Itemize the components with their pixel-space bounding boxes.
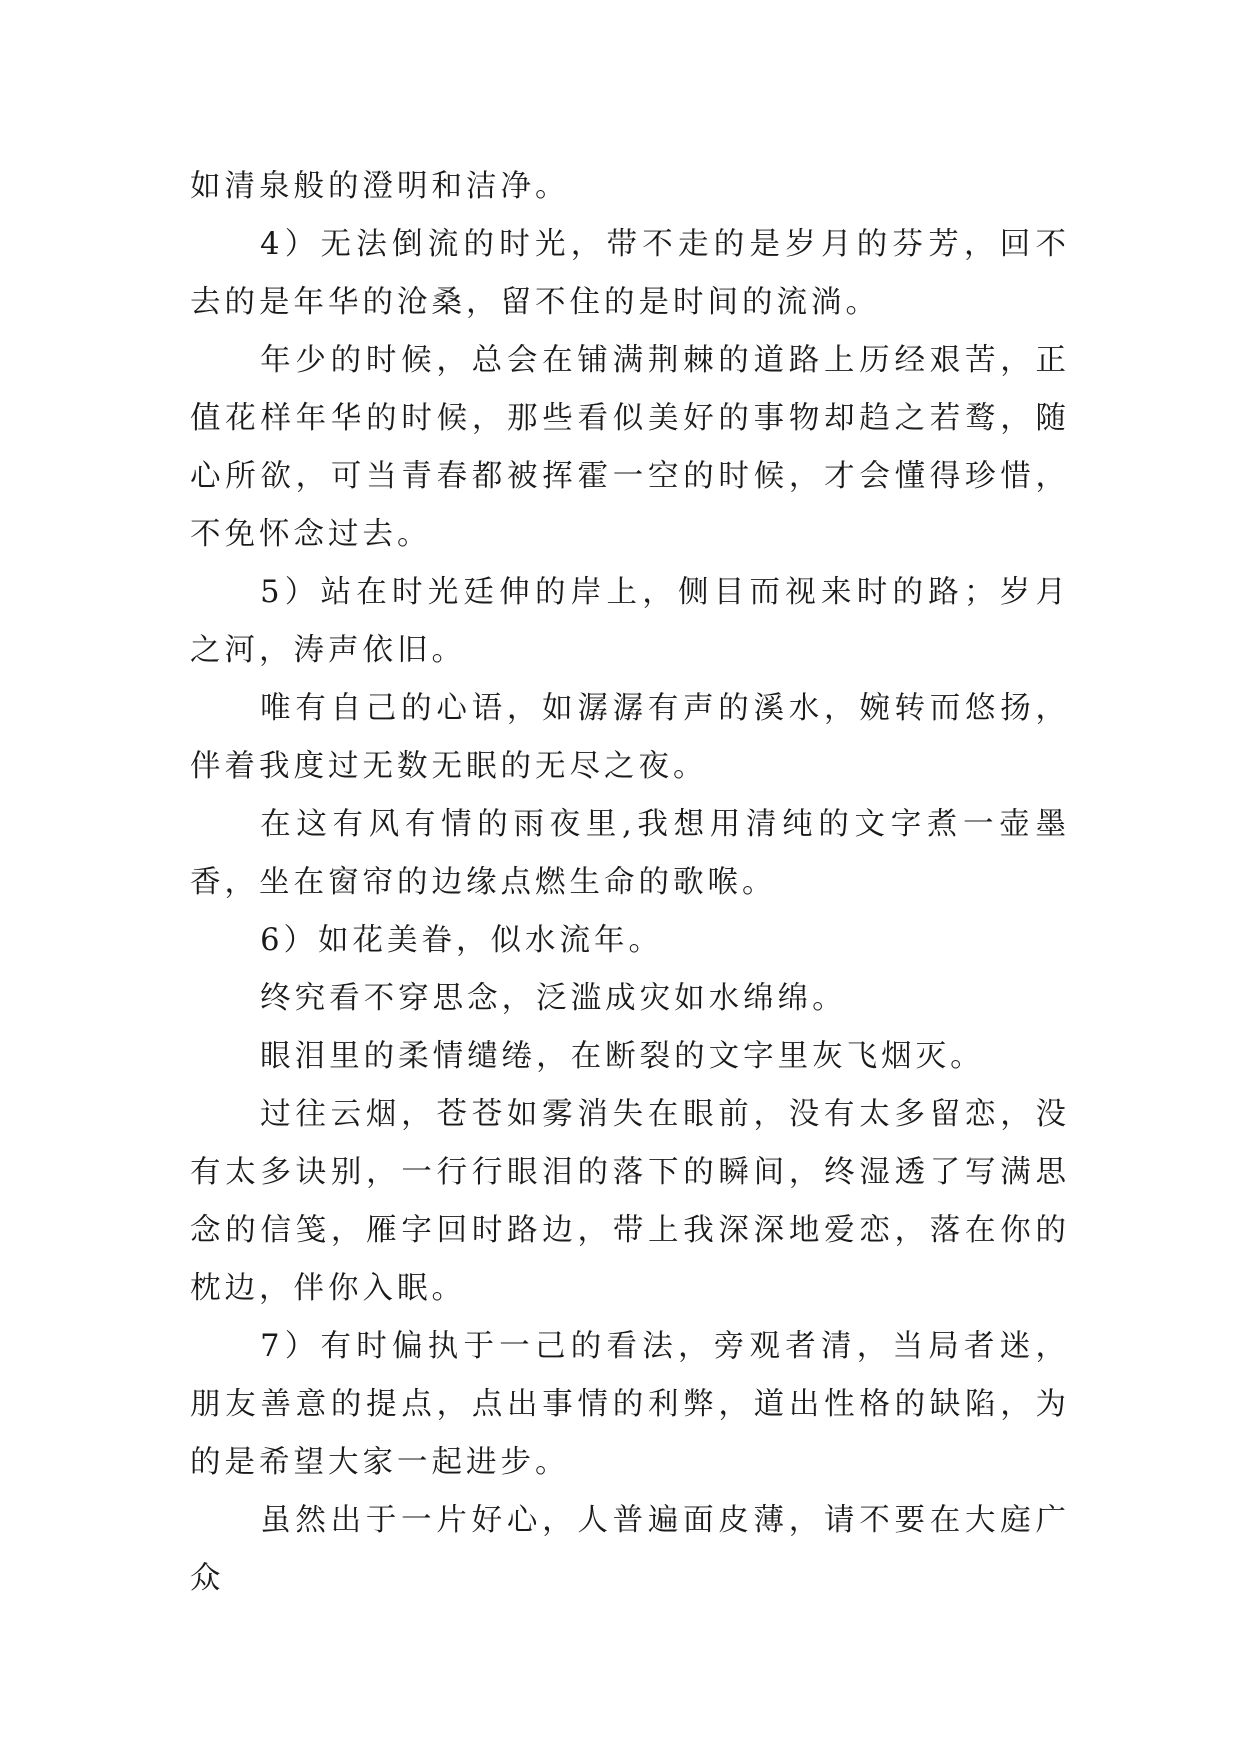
paragraph-continuation: 如清泉般的澄明和洁净。 [190, 169, 570, 204]
paragraph-item-6: 6）如花美眷，似水流年。 [260, 923, 664, 958]
paragraph: 在这有风有情的雨夜里,我想用清纯的文字煮一壶墨香，坐在窗帘的边缘点燃生命的歌喉。 [190, 807, 1070, 900]
paragraph: 眼泪里的柔情缱绻，在断裂的文字里灰飞烟灭。 [260, 1039, 985, 1074]
paragraph: 终究看不穿思念，泛滥成灾如水绵绵。 [260, 981, 847, 1016]
paragraph: 过往云烟，苍苍如雾消失在眼前，没有太多留恋，没有太多诀别，一行行眼泪的落下的瞬间，终湿透了写满思念的信笺，雁字回时路边，带上我深深地爱恋，落在你的枕边，伴你入眠。 [190, 1097, 1070, 1306]
document-body [190, 158, 1070, 1608]
paragraph-item-5: 5）站在时光廷伸的岸上，侧目而视来时的路；岁月之河，涛声依旧。 [190, 575, 1070, 668]
paragraph-item-7: 7）有时偏执于一己的看法，旁观者清，当局者迷，朋友善意的提点，点出事情的利弊，道出性格的缺陷，为的是希望大家一起进步。 [190, 1329, 1070, 1480]
paragraph-item-4: 4）无法倒流的时光，带不走的是岁月的芬芳，回不去的是年华的沧桑，留不住的是时间的流淌。 [190, 227, 1070, 320]
paragraph: 年少的时候，总会在铺满荆棘的道路上历经艰苦，正值花样年华的时候，那些看似美好的事物却趋之若鹜，随心所欲，可当青春都被挥霍一空的时候，才会懂得珍惜，不免怀念过去。 [190, 343, 1070, 552]
paragraph-truncated: 虽然出于一片好心，人普遍面皮薄，请不要在大庭广众 [190, 1503, 1070, 1596]
paragraph: 唯有自己的心语，如潺潺有声的溪水，婉转而悠扬，伴着我度过无数无眠的无尽之夜。 [190, 691, 1070, 784]
